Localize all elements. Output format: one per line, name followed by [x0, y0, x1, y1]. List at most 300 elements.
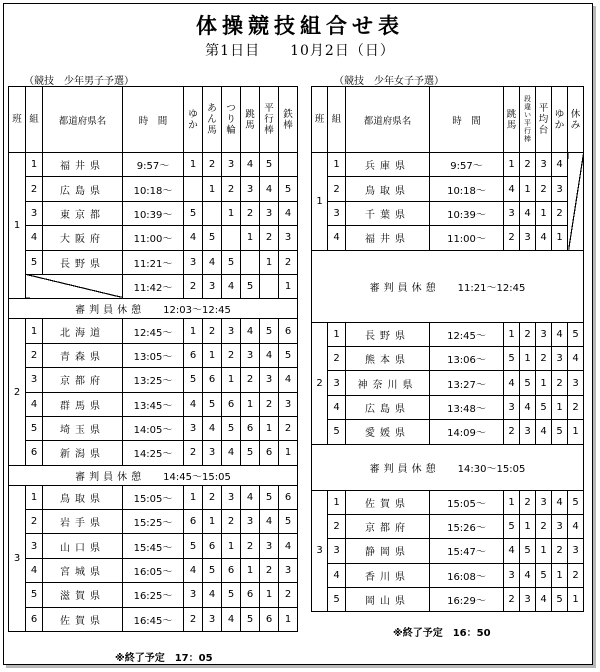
- event-header-text: 平行棒: [264, 103, 274, 136]
- header-row: [312, 87, 584, 153]
- rotation-cell: 6: [222, 392, 241, 416]
- rotation-cell: 1: [279, 607, 298, 631]
- rotation-cell: 3: [504, 395, 520, 419]
- rotation-cell: 4: [520, 563, 536, 587]
- event-header-text: ゆか: [554, 108, 565, 131]
- time-cell: 13:25～: [123, 368, 184, 392]
- han-header: [9, 87, 26, 153]
- time-cell: 12:45～: [430, 322, 504, 346]
- pref-cell: 岩手県: [43, 510, 123, 534]
- kumi-header-text: 組: [331, 114, 342, 125]
- event-header: [184, 87, 203, 153]
- rotation-cell: 1: [241, 226, 260, 250]
- kumi-cell: 4: [328, 226, 346, 250]
- rotation-cell: 3: [504, 563, 520, 587]
- kumi-cell: 2: [26, 177, 43, 201]
- group-row: [312, 346, 584, 370]
- pref-cell: 岡山県: [346, 588, 430, 612]
- time-header: 時 間: [430, 87, 504, 153]
- rotation-cell: 6: [260, 607, 279, 631]
- rotation-cell: 1: [203, 510, 222, 534]
- rotation-cell: 5: [203, 392, 222, 416]
- rotation-cell: 5: [536, 395, 552, 419]
- rotation-cell: 6: [260, 441, 279, 465]
- rotation-cell: 1: [520, 177, 536, 201]
- rotation-cell: 4: [552, 153, 568, 177]
- rotation-cell: 1: [568, 588, 584, 612]
- kumi-cell: 1: [328, 322, 346, 346]
- pref-cell: 愛媛県: [346, 420, 430, 444]
- rotation-cell: 3: [504, 201, 520, 225]
- rotation-cell: 2: [184, 441, 203, 465]
- rotation-cell: 1: [241, 392, 260, 416]
- girls-table: [311, 86, 584, 612]
- rotation-cell: 3: [520, 226, 536, 250]
- event-header: [520, 87, 536, 153]
- rotation-cell: 3: [203, 441, 222, 465]
- kumi-cell: 5: [26, 250, 43, 274]
- rotation-cell: 5: [241, 607, 260, 631]
- pref-cell: 滋賀県: [43, 583, 123, 607]
- event-header: [568, 87, 584, 153]
- time-cell: 10:18～: [123, 177, 184, 201]
- time-cell: 11:42～: [123, 274, 184, 298]
- rotation-cell: 4: [260, 343, 279, 367]
- pref-cell: 広島県: [346, 395, 430, 419]
- pref-cell: 東京都: [43, 201, 123, 225]
- rotation-cell: 4: [222, 441, 241, 465]
- rotation-cell: 2: [184, 607, 203, 631]
- rotation-cell: 2: [241, 201, 260, 225]
- rotation-cell: 2: [568, 563, 584, 587]
- rotation-cell: 5: [222, 416, 241, 440]
- rotation-cell: 2: [552, 539, 568, 563]
- rotation-cell: 5: [520, 539, 536, 563]
- kumi-cell: 5: [328, 420, 346, 444]
- time-cell: 11:00～: [430, 226, 504, 250]
- han-header-text: 班: [12, 114, 22, 125]
- kumi-cell: 2: [328, 514, 346, 538]
- break-time: 14:30～15:05: [457, 463, 526, 475]
- rotation-cell: 6: [279, 319, 298, 343]
- pref-cell: 鳥取県: [346, 177, 430, 201]
- kumi-cell: 3: [328, 201, 346, 225]
- rotation-cell: 1: [504, 490, 520, 514]
- time-cell: 13:45～: [123, 392, 184, 416]
- time-header: 時 間: [123, 87, 184, 153]
- rotation-cell: [222, 226, 241, 250]
- rotation-cell: 5: [552, 420, 568, 444]
- event-header: [241, 87, 260, 153]
- pref-cell: 香川県: [346, 563, 430, 587]
- rotation-cell: 3: [552, 346, 568, 370]
- time-cell: 16:29～: [430, 588, 504, 612]
- rotation-cell: 2: [222, 177, 241, 201]
- group-row: [312, 395, 584, 419]
- group-row: [9, 558, 298, 582]
- pref-cell: 長野県: [43, 250, 123, 274]
- rotation-cell: 4: [504, 371, 520, 395]
- break-row: [9, 465, 298, 485]
- pref-cell: 兵庫県: [346, 153, 430, 177]
- kumi-cell: 1: [26, 319, 43, 343]
- rotation-cell: 5: [520, 371, 536, 395]
- pref-cell: 佐賀県: [43, 607, 123, 631]
- time-cell: 15:05～: [430, 490, 504, 514]
- pref-cell: 京都府: [43, 368, 123, 392]
- kumi-cell: 4: [328, 395, 346, 419]
- han-header-text: 班: [314, 114, 325, 125]
- event-header: [552, 87, 568, 153]
- event-header-text: 平均台: [538, 103, 549, 136]
- rotation-cell: [184, 177, 203, 201]
- rotation-cell: 5: [504, 346, 520, 370]
- rotation-cell: 1: [552, 395, 568, 419]
- han-header: [312, 87, 328, 153]
- rotation-cell: 4: [536, 226, 552, 250]
- rotation-cell: 2: [520, 490, 536, 514]
- pref-cell: 山口県: [43, 534, 123, 558]
- rotation-cell: 4: [279, 201, 298, 225]
- rotation-cell: 2: [260, 392, 279, 416]
- pref-cell: 京都府: [346, 514, 430, 538]
- break-row: [9, 299, 298, 319]
- group-row: [9, 153, 298, 177]
- pref-cell: 群馬県: [43, 392, 123, 416]
- pref-cell: 長野県: [346, 322, 430, 346]
- event-header: [222, 87, 241, 153]
- group-row: [9, 392, 298, 416]
- rotation-cell: 5: [260, 319, 279, 343]
- rotation-cell: 2: [552, 201, 568, 225]
- rotation-cell: 4: [568, 514, 584, 538]
- event-header-text: 休み: [570, 108, 581, 131]
- han-cell: 1: [312, 153, 328, 251]
- rotation-cell: 1: [222, 368, 241, 392]
- rotation-cell: 4: [222, 607, 241, 631]
- rotation-cell: 1: [536, 371, 552, 395]
- rotation-cell: 5: [203, 226, 222, 250]
- rotation-cell: 4: [520, 395, 536, 419]
- break-label: 審判員休憩: [369, 463, 440, 475]
- rotation-cell: 5: [279, 510, 298, 534]
- kumi-cell: 1: [26, 485, 43, 509]
- rotation-cell: 2: [203, 319, 222, 343]
- rotation-cell: 3: [203, 274, 222, 298]
- time-cell: 10:39～: [123, 201, 184, 225]
- event-header: [536, 87, 552, 153]
- group-row: [9, 583, 298, 607]
- rotation-cell: 4: [241, 153, 260, 177]
- rotation-cell: 1: [520, 514, 536, 538]
- pref-header: 都道府県名: [43, 87, 123, 153]
- break-label: 審判員休憩: [369, 282, 440, 294]
- group-row: [312, 177, 584, 201]
- rotation-cell: 4: [279, 534, 298, 558]
- rotation-cell: 2: [504, 588, 520, 612]
- rotation-cell: 3: [536, 322, 552, 346]
- break-time: 14:45～15:05: [163, 471, 231, 483]
- boys-section-label: （競技 少年男子予選）: [24, 76, 134, 87]
- group-row: [9, 534, 298, 558]
- rotation-cell: 2: [536, 346, 552, 370]
- time-cell: 10:18～: [430, 177, 504, 201]
- group-row: [312, 563, 584, 587]
- rotation-cell: 6: [203, 534, 222, 558]
- kumi-cell: 4: [328, 563, 346, 587]
- pref-cell: 福井県: [346, 226, 430, 250]
- boys-end-time: ※終了予定 17：05: [115, 653, 213, 664]
- rotation-cell: 2: [552, 371, 568, 395]
- break-label: 審判員休憩: [75, 305, 146, 317]
- rotation-cell: 6: [184, 343, 203, 367]
- rotation-cell: [203, 201, 222, 225]
- rotation-cell: 3: [222, 485, 241, 509]
- rotation-cell: 5: [568, 322, 584, 346]
- time-cell: 11:21～: [123, 250, 184, 274]
- break-time: 11:21～12:45: [457, 282, 526, 294]
- break-label: 審判員休憩: [75, 471, 146, 483]
- break-cell: [9, 299, 298, 319]
- rotation-cell: 4: [222, 274, 241, 298]
- rotation-cell: 3: [241, 177, 260, 201]
- pref-cell: 熊本県: [346, 346, 430, 370]
- rotation-cell: 3: [536, 490, 552, 514]
- pref-cell: 北海道: [43, 319, 123, 343]
- kumi-cell: 3: [328, 371, 346, 395]
- group-row: [312, 490, 584, 514]
- header-row: [9, 87, 298, 153]
- empty-group-cell: [26, 274, 123, 298]
- event-header-text: あん馬: [207, 103, 217, 136]
- time-cell: 15:45～: [123, 534, 184, 558]
- pref-cell: 広島県: [43, 177, 123, 201]
- rotation-cell: 3: [260, 368, 279, 392]
- rotation-cell: 3: [184, 583, 203, 607]
- rotation-cell: 6: [203, 368, 222, 392]
- rotation-cell: 4: [504, 539, 520, 563]
- rotation-cell: 3: [568, 539, 584, 563]
- rotation-cell: [279, 153, 298, 177]
- rotation-cell: 4: [184, 558, 203, 582]
- rotation-cell: 5: [279, 343, 298, 367]
- rotation-cell: 1: [536, 201, 552, 225]
- rotation-cell: 3: [279, 392, 298, 416]
- rotation-cell: 3: [279, 226, 298, 250]
- pref-cell: 千葉県: [346, 201, 430, 225]
- group-row: [9, 177, 298, 201]
- rotation-cell: 4: [184, 392, 203, 416]
- rotation-cell: 4: [203, 583, 222, 607]
- rotation-cell: 2: [536, 177, 552, 201]
- time-cell: 13:05～: [123, 343, 184, 367]
- rotation-cell: 3: [241, 510, 260, 534]
- break-cell: [312, 250, 584, 322]
- group-row: [312, 588, 584, 612]
- event-header-text: つり輪: [226, 103, 236, 136]
- rotation-cell: 1: [184, 153, 203, 177]
- rotation-cell: 6: [241, 416, 260, 440]
- rotation-cell: 4: [520, 201, 536, 225]
- kumi-cell: 2: [26, 343, 43, 367]
- time-cell: 15:47～: [430, 539, 504, 563]
- rotation-cell: 2: [203, 153, 222, 177]
- time-cell: 11:00～: [123, 226, 184, 250]
- rotation-cell: 5: [184, 368, 203, 392]
- rotation-cell: 2: [520, 153, 536, 177]
- event-header-text: ゆか: [188, 108, 198, 131]
- pref-cell: 福井県: [43, 153, 123, 177]
- rotation-cell: 1: [552, 563, 568, 587]
- event-header-text: 鉄棒: [283, 108, 293, 131]
- time-cell: 9:57～: [123, 153, 184, 177]
- group-row: [9, 441, 298, 465]
- rotation-cell: 3: [279, 558, 298, 582]
- rotation-cell: 4: [536, 588, 552, 612]
- kumi-cell: 5: [26, 583, 43, 607]
- kumi-cell: 3: [26, 368, 43, 392]
- rotation-cell: 1: [184, 485, 203, 509]
- group-row: [312, 226, 584, 250]
- rotation-cell: 1: [184, 319, 203, 343]
- pref-cell: 大阪府: [43, 226, 123, 250]
- boys-table: [8, 86, 298, 632]
- rotation-cell: 5: [504, 514, 520, 538]
- kumi-cell: 3: [328, 539, 346, 563]
- pref-cell: 佐賀県: [346, 490, 430, 514]
- break-row: [312, 250, 584, 322]
- rotation-cell: 1: [279, 274, 298, 298]
- kumi-cell: 2: [26, 510, 43, 534]
- rotation-cell: 5: [241, 441, 260, 465]
- rotation-cell: 3: [203, 607, 222, 631]
- rest-cell: [568, 153, 584, 251]
- rotation-cell: 1: [504, 153, 520, 177]
- break-cell: [9, 465, 298, 485]
- rotation-cell: 1: [222, 201, 241, 225]
- time-cell: 13:48～: [430, 395, 504, 419]
- rotation-cell: 4: [552, 322, 568, 346]
- rotation-cell: 5: [203, 558, 222, 582]
- time-cell: 14:25～: [123, 441, 184, 465]
- time-cell: 15:05～: [123, 485, 184, 509]
- rotation-cell: 5: [279, 177, 298, 201]
- rotation-cell: 4: [203, 416, 222, 440]
- rotation-cell: 2: [568, 395, 584, 419]
- rotation-cell: 3: [536, 153, 552, 177]
- group-row: [9, 201, 298, 225]
- rotation-cell: [260, 274, 279, 298]
- rotation-cell: 4: [504, 177, 520, 201]
- rotation-cell: 3: [184, 250, 203, 274]
- time-cell: 12:45～: [123, 319, 184, 343]
- rotation-cell: 6: [241, 583, 260, 607]
- rotation-cell: 4: [184, 226, 203, 250]
- rotation-cell: 1: [260, 583, 279, 607]
- rotation-cell: 3: [222, 153, 241, 177]
- kumi-cell: 3: [26, 201, 43, 225]
- rotation-cell: 4: [241, 485, 260, 509]
- rotation-cell: 2: [279, 250, 298, 274]
- rotation-cell: 2: [536, 514, 552, 538]
- day-label: 第1日目: [205, 43, 261, 59]
- break-time: 12:03～12:45: [163, 305, 231, 317]
- rotation-cell: 2: [504, 226, 520, 250]
- time-cell: 9:57～: [430, 153, 504, 177]
- rotation-cell: 1: [520, 346, 536, 370]
- kumi-cell: 4: [26, 392, 43, 416]
- rotation-cell: 4: [552, 490, 568, 514]
- rotation-cell: 3: [260, 201, 279, 225]
- kumi-cell: 5: [328, 588, 346, 612]
- pref-cell: 宮城県: [43, 558, 123, 582]
- rotation-cell: 2: [241, 368, 260, 392]
- rotation-cell: 1: [260, 416, 279, 440]
- kumi-cell: 6: [26, 607, 43, 631]
- event-header-text: 段違い平行棒: [524, 95, 531, 143]
- page-title: 体操競技組合せ表: [196, 13, 404, 38]
- rotation-cell: 5: [552, 588, 568, 612]
- group-row: [9, 416, 298, 440]
- time-cell: 14:09～: [430, 420, 504, 444]
- time-cell: 16:45～: [123, 607, 184, 631]
- rotation-cell: 5: [241, 274, 260, 298]
- rotation-cell: 4: [260, 177, 279, 201]
- rotation-cell: 3: [241, 343, 260, 367]
- pref-header: 都道府県名: [346, 87, 430, 153]
- rotation-cell: 5: [568, 490, 584, 514]
- han-cell: 3: [312, 490, 328, 612]
- kumi-cell: 6: [26, 441, 43, 465]
- rotation-cell: 5: [260, 485, 279, 509]
- time-cell: 16:05～: [123, 558, 184, 582]
- rotation-cell: 5: [222, 250, 241, 274]
- kumi-header: [26, 87, 43, 153]
- rotation-cell: 5: [184, 201, 203, 225]
- event-header: [504, 87, 520, 153]
- group-row: [9, 368, 298, 392]
- rotation-cell: 3: [568, 371, 584, 395]
- event-header: [279, 87, 298, 153]
- group-row: [9, 250, 298, 274]
- rotation-cell: 1: [504, 322, 520, 346]
- rotation-cell: 3: [520, 420, 536, 444]
- kumi-cell: 1: [26, 153, 43, 177]
- rotation-cell: 6: [222, 558, 241, 582]
- rotation-cell: 6: [184, 510, 203, 534]
- time-cell: 15:25～: [123, 510, 184, 534]
- rotation-cell: 5: [222, 583, 241, 607]
- group-row: [312, 322, 584, 346]
- kumi-cell: 4: [26, 226, 43, 250]
- rotation-cell: 2: [222, 510, 241, 534]
- group-row: [312, 539, 584, 563]
- time-cell: 14:05～: [123, 416, 184, 440]
- break-cell: [312, 444, 584, 490]
- group-row: [9, 607, 298, 631]
- han-cell: 2: [312, 322, 328, 444]
- rotation-cell: 2: [260, 558, 279, 582]
- pref-cell: 静岡県: [346, 539, 430, 563]
- rotation-cell: [241, 250, 260, 274]
- rotation-cell: 5: [184, 534, 203, 558]
- kumi-cell: 1: [328, 153, 346, 177]
- rotation-cell: 2: [203, 485, 222, 509]
- page-subtitle: [0, 40, 600, 60]
- kumi-cell: 2: [328, 346, 346, 370]
- group-row: [9, 485, 298, 509]
- rotation-cell: 5: [260, 153, 279, 177]
